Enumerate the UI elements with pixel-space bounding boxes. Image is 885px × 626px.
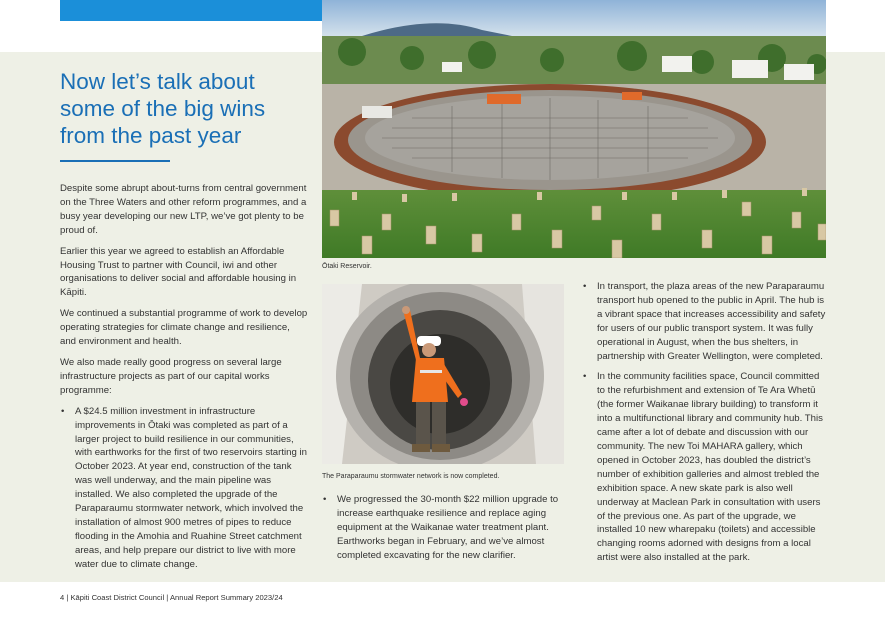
stormwater-pipe-photo xyxy=(322,284,564,464)
bullet-list xyxy=(582,280,828,565)
reservoir-caption: Ōtaki Reservoir. xyxy=(322,263,372,270)
bullet-list xyxy=(60,405,308,572)
page-number: 4 xyxy=(60,593,65,602)
reservoir-illustration xyxy=(322,0,826,258)
page-heading: Now let’s talk about some of the big wins from the past year xyxy=(60,69,266,148)
intro-paragraph: We also made really good progress on several large infrastructure projects as part of our capital works programme: xyxy=(60,356,282,396)
pipe-illustration xyxy=(322,284,564,464)
column-1 xyxy=(60,182,308,579)
intro-paragraph: Despite some abrupt about-turns from central government on the Three Waters and other reform programmes, and a busy year developing our new LTP, we’ve got plenty to be proud of. xyxy=(60,183,307,236)
intro-paragraph: We continued a substantial programme of work to develop operating strategies for climate change and resilience, and environment and health. xyxy=(60,308,308,348)
intro-paragraph: Earlier this year we agreed to establish an Affordable Housing Trust to partner with Council, iwi and other organisations to deliver social and affordable housing in Kāpiti. xyxy=(60,245,297,299)
heading-rule xyxy=(60,160,170,162)
page-footer xyxy=(60,593,283,602)
footer-org: Kāpiti Coast District Council xyxy=(70,593,165,602)
bullet-item: • In transport, the plaza areas of the new Paraparaumu transport hub opened to the public in April. The hub is a vibrant space that increases accessibility and safety for users of our public transport system. It was fully operational in August, when the bus shelters, in partnership with Greater Wellington, were completed. xyxy=(582,280,828,363)
bullet-item: • In the community facilities space, Council committed to the refurbishment and extension of Te Ara Whetū (the former Waikanae library building) to transform it into a multifunctional library and community hub. This came after a lot of debate and discussion with our community. The new Toi MAHARA gallery, which opened in October 2023, has doubled the district’s number of exhibition galleries and almost trebled the exhibition space. A new skate park is also well underway at Maclean Park in consultation with users of the previous one. As part of the upgrade, we installed 10 new wharepaku (toilets) and accessible changing rooms adorned with designs from a local artist were also installed at the park. xyxy=(582,370,828,565)
bullet-item: • A $24.5 million investment in infrastructure improvements in Ōtaki was completed as part of a larger project to build resilience in our communities, with earthworks for the first of two reservoirs starting in October 2023. At year end, construction of the tank was well underway, and the main pipeline was installed. We also completed the upgrade of the Paraparaumu stormwater network, which involved the installation of almost 900 metres of pipes to reduce flooding in the Amohia and Ruahine Street catchment areas, and help prepare our district to live with more water due to climate change. xyxy=(60,405,308,572)
column-3 xyxy=(582,280,828,572)
footer-separator: | xyxy=(66,593,69,602)
stormwater-caption: The Paraparaumu stormwater network is now completed. xyxy=(322,473,500,480)
top-accent-bar xyxy=(60,0,322,21)
footer-report: Annual Report Summary 2023/24 xyxy=(169,593,283,602)
bullet-list xyxy=(322,493,562,563)
bullet-item: • We progressed the 30-month $22 million upgrade to increase earthquake resilience and replace aging equipment at the Waikanae water treatment plant. Earthworks began in February, and we’ve almost completed excavating for the new clarifier. xyxy=(322,493,562,563)
otaki-reservoir-photo xyxy=(322,0,826,258)
footer-separator: | xyxy=(166,593,169,602)
column-2 xyxy=(322,493,562,570)
